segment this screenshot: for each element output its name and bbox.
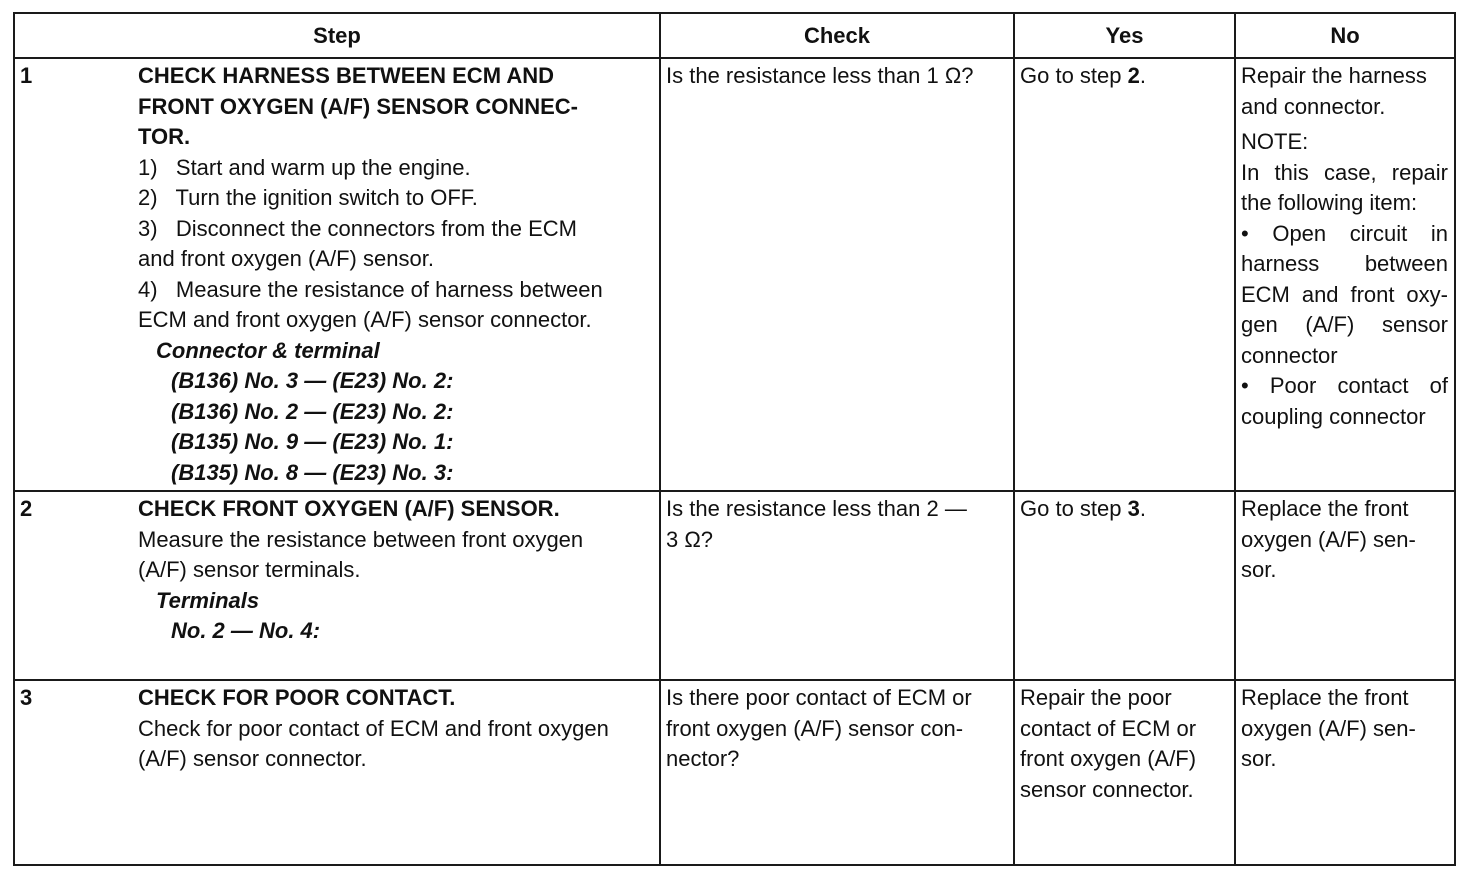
no-cell [1235,680,1455,865]
step-number: 3 [14,680,138,865]
check-text: Is the resistance less than 1 Ω? [666,63,974,88]
step-instruction: and front oxygen (A/F) sensor. [138,246,434,271]
step-instruction: 4) Measure the resistance of harness between [138,276,603,302]
note-bullet: • Poor contact of coupling connector [1241,373,1448,429]
step-instruction: (A/F) sensor connector. [138,746,367,771]
note-intro: In this case, repair the following item: [1241,159,1448,215]
yes-cell [1014,491,1235,680]
no-text-line: and connector. [1241,93,1386,119]
yes-text [1020,61,1228,92]
spec-item: (B136) No. 2 — (E23) No. 2: [171,398,454,424]
no-text-line: oxygen (A/F) sen- [1241,715,1416,741]
yes-prefix: Go to step [1020,63,1128,88]
yes-step-number: 2 [1127,63,1140,88]
step-title-line: FRONT OXYGEN (A/F) SENSOR CONNEC- [138,93,579,119]
header-yes: Yes [1014,13,1235,58]
no-text-line: oxygen (A/F) sen- [1241,526,1416,552]
yes-suffix: . [1139,496,1146,521]
step-title-line: CHECK FOR POOR CONTACT. [138,685,456,710]
check-cell [660,491,1014,680]
note-bullet: • Open circuit in harness between ECM and front oxy-gen (A/F) sensor connector [1241,220,1448,368]
no-text-line: sor. [1241,746,1277,771]
no-text-line: Replace the front [1241,496,1409,521]
no-cell [1235,491,1455,680]
spec-label: Terminals [156,587,260,613]
step-instruction: 3) Disconnect the connectors from the ECM [138,215,577,241]
yes-text [1020,494,1228,525]
yes-text: front oxygen (A/F) [1020,746,1197,771]
table-row [14,491,1455,680]
step-instruction: ECM and front oxygen (A/F) sensor connector. [138,307,592,332]
step-number: 1 [14,58,138,491]
table-row [14,58,1455,491]
check-text: 3 Ω? [666,526,714,552]
spec-label: Connector & terminal [156,337,380,363]
step-title-line: CHECK FRONT OXYGEN (A/F) SENSOR. [138,496,560,521]
step-instruction: 2) Turn the ignition switch to OFF. [138,185,478,210]
step-description [138,58,660,491]
no-text-line: Replace the front [1241,685,1409,710]
diagnostic-table [13,12,1456,866]
header-step: Step [14,13,660,58]
header-no: No [1235,13,1455,58]
yes-text: contact of ECM or [1020,715,1197,741]
no-cell [1235,58,1455,491]
no-text-line: sor. [1241,557,1277,582]
yes-text: Repair the poor [1020,685,1172,710]
header-check: Check [660,13,1014,58]
step-description [138,680,660,865]
check-text: Is the resistance less than 2 — [666,496,967,521]
spec-item: (B135) No. 9 — (E23) No. 1: [171,429,454,454]
yes-cell [1014,680,1235,865]
step-number: 2 [14,491,138,680]
step-instruction: Measure the resistance between front oxygen [138,526,584,552]
yes-suffix: . [1139,63,1146,88]
yes-text: sensor connector. [1020,776,1194,802]
yes-cell [1014,58,1235,491]
step-instruction: Check for poor contact of ECM and front oxygen [138,715,609,741]
check-cell [660,680,1014,865]
step-title-line: TOR. [138,124,191,149]
spec-item: No. 2 — No. 4: [171,618,321,643]
step-description [138,491,660,680]
step-title-line: CHECK HARNESS BETWEEN ECM AND [138,63,554,88]
note-label: NOTE: [1241,129,1309,154]
check-text: nector? [666,746,740,771]
header-row [14,13,1455,58]
check-text: Is there poor contact of ECM or [666,685,972,710]
check-cell [660,58,1014,491]
yes-prefix: Go to step [1020,496,1128,521]
spec-item: (B135) No. 8 — (E23) No. 3: [171,459,454,485]
yes-step-number: 3 [1127,496,1140,521]
spec-item: (B136) No. 3 — (E23) No. 2: [171,368,454,393]
no-text-line: Repair the harness [1241,63,1427,88]
check-text: front oxygen (A/F) sensor con- [666,715,964,741]
step-instruction: 1) Start and warm up the engine. [138,154,471,180]
step-instruction: (A/F) sensor terminals. [138,557,361,582]
table-row [14,680,1455,865]
